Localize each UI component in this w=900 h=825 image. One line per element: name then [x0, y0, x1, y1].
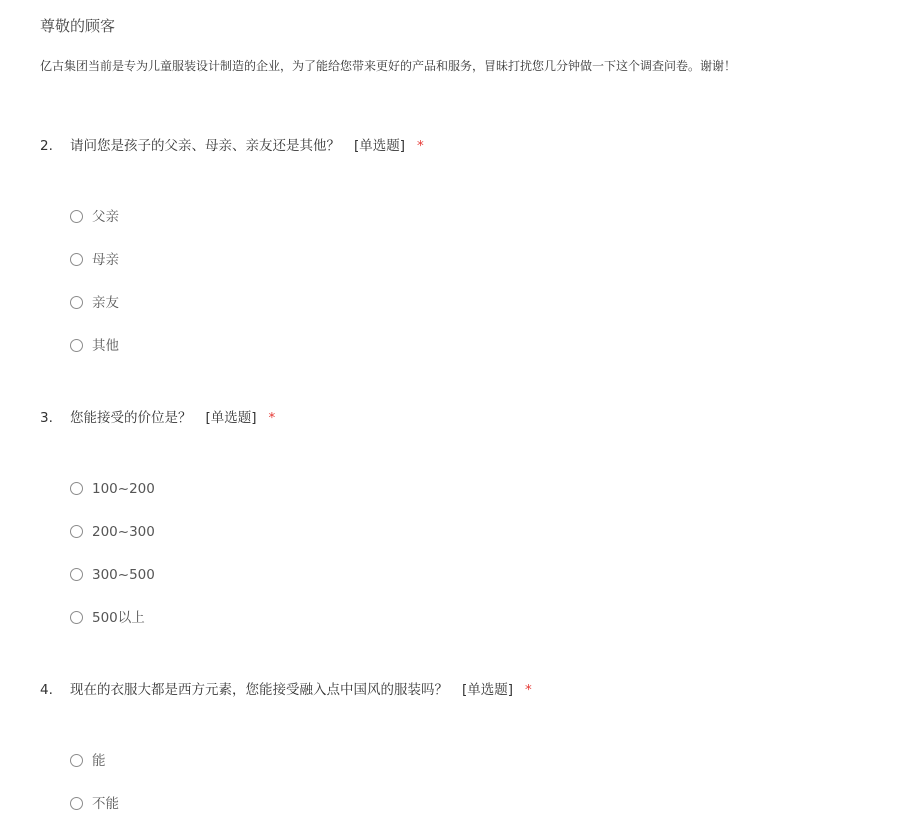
option-father[interactable]	[70, 195, 119, 238]
option-price-300-500[interactable]	[70, 553, 155, 596]
option-price-100-200[interactable]	[70, 467, 155, 510]
question-title	[40, 681, 860, 699]
option-relative[interactable]	[70, 281, 119, 324]
question-type: [单选题]	[462, 682, 514, 698]
option-price-200-300[interactable]	[70, 510, 155, 553]
option-other[interactable]	[70, 324, 119, 367]
radio-button[interactable]	[70, 525, 83, 538]
question-text: 您能接受的价位是？	[70, 410, 192, 426]
radio-button[interactable]	[70, 339, 83, 352]
radio-button[interactable]	[70, 568, 83, 581]
question-4	[40, 681, 860, 812]
option-yes[interactable]	[70, 739, 119, 782]
option-label: 100~200	[92, 480, 155, 497]
radio-button[interactable]	[70, 253, 83, 266]
question-type: [单选题]	[205, 410, 257, 426]
options-list	[70, 195, 119, 367]
required-mark: *	[417, 138, 424, 154]
radio-button[interactable]	[70, 797, 83, 810]
question-text: 现在的衣服大都是西方元素，您能接受融入点中国风的服装吗？	[70, 682, 448, 698]
question-3	[40, 409, 860, 626]
option-label: 父亲	[92, 208, 119, 225]
question-title	[40, 137, 860, 155]
radio-button[interactable]	[70, 754, 83, 767]
option-label: 200~300	[92, 523, 155, 540]
intro-text: 亿古集团当前是专为儿童服装设计制造的企业，为了能给您带来更好的产品和服务，冒昧打扰您几分钟做一下这个调查问卷。谢谢！	[40, 59, 737, 73]
question-number: 3.	[40, 410, 53, 426]
option-label: 亲友	[92, 294, 119, 311]
options-list	[70, 739, 119, 825]
option-price-500-plus[interactable]	[70, 596, 155, 639]
options-list	[70, 467, 155, 639]
option-label: 不能	[92, 795, 119, 812]
required-mark: *	[268, 410, 276, 426]
option-label: 母亲	[92, 251, 119, 268]
option-label: 300~500	[92, 566, 155, 583]
option-mother[interactable]	[70, 238, 119, 281]
radio-button[interactable]	[70, 482, 83, 495]
question-number: 4.	[40, 682, 53, 698]
question-type: [单选题]	[354, 138, 406, 154]
option-label: 能	[92, 752, 106, 769]
question-text: 请问您是孩子的父亲、母亲、亲友还是其他？	[70, 138, 340, 154]
question-title	[40, 409, 860, 427]
option-label: 500以上	[92, 609, 145, 626]
greeting-title: 尊敬的顾客	[40, 17, 116, 35]
radio-button[interactable]	[70, 611, 83, 624]
question-2	[40, 137, 860, 354]
option-no[interactable]	[70, 782, 119, 825]
radio-button[interactable]	[70, 296, 83, 309]
radio-button[interactable]	[70, 210, 83, 223]
question-number: 2.	[40, 138, 53, 154]
option-label: 其他	[92, 337, 119, 354]
required-mark: *	[525, 682, 532, 698]
